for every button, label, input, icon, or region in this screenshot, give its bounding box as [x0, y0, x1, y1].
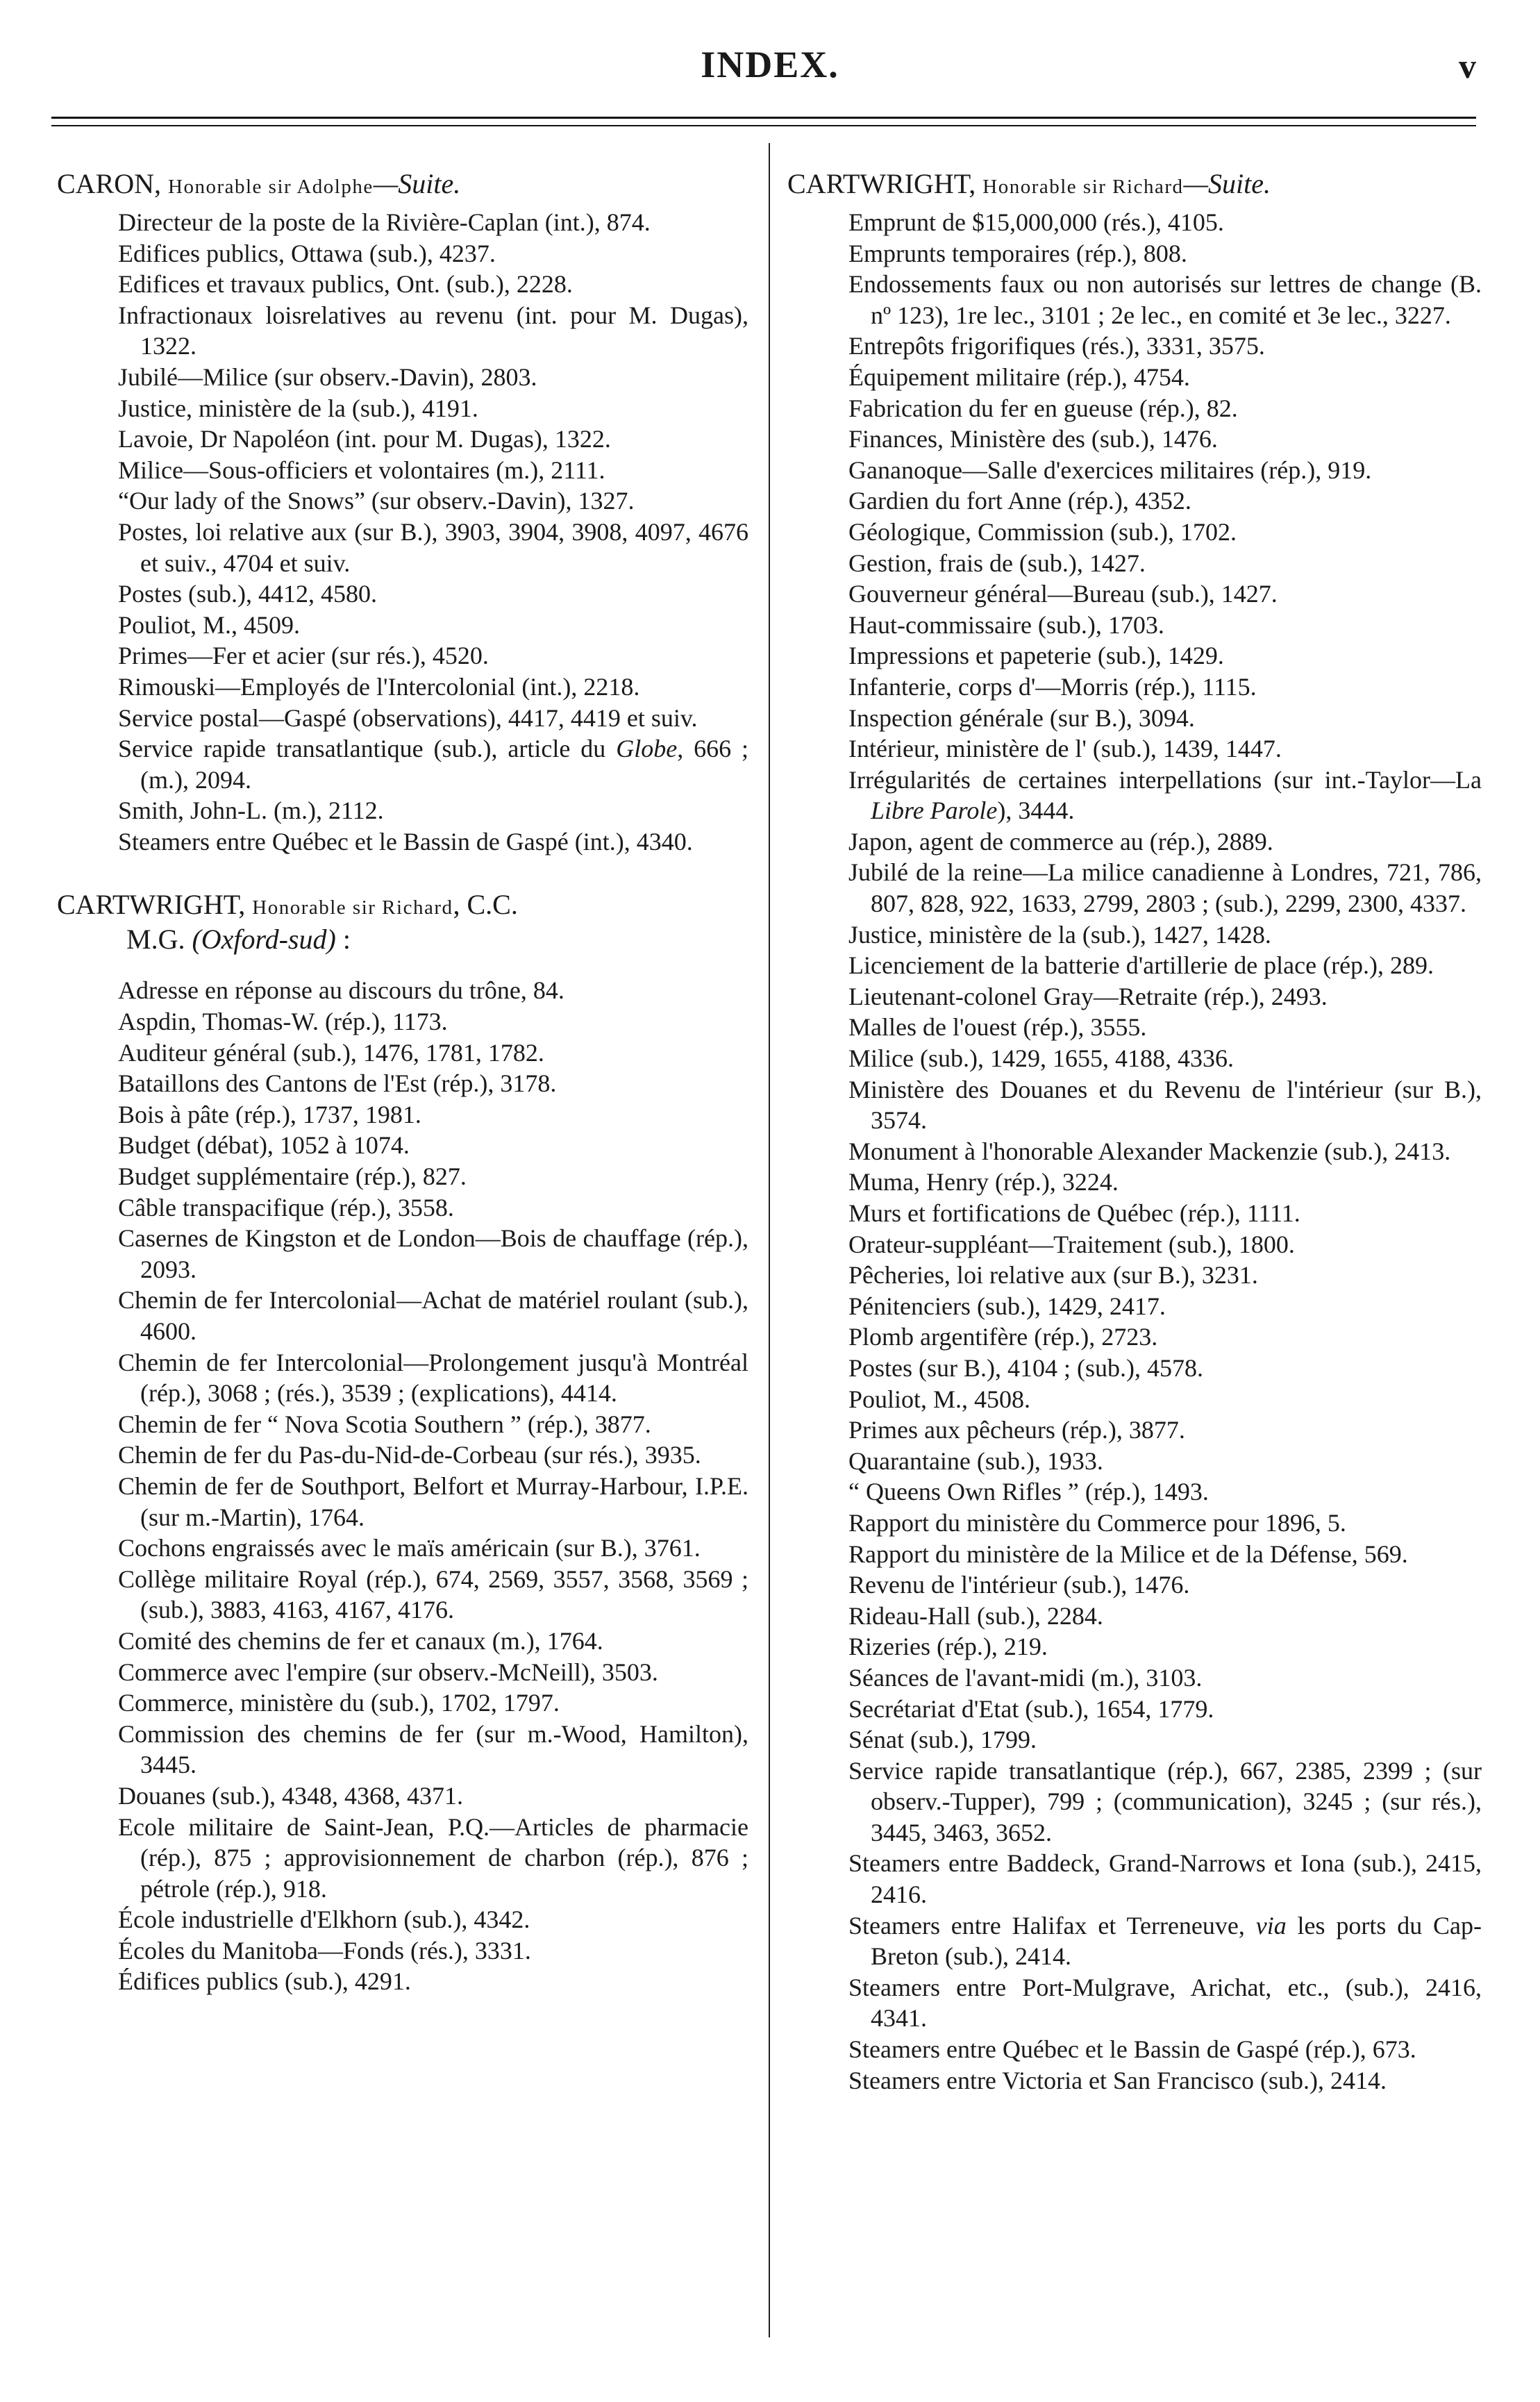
page-number: v	[1459, 47, 1476, 85]
index-entry: Rizeries (rép.), 219.	[848, 1633, 1048, 1661]
index-entry: Sénat (sub.), 1799.	[848, 1726, 1037, 1754]
index-entry: Pénitenciers (sub.), 1429, 2417.	[848, 1292, 1166, 1320]
index-entry: Infanterie, corps d'—Morris (rép.), 1115.	[848, 672, 1257, 701]
index-entry	[787, 765, 1482, 826]
index-entry: Budget (débat), 1052 à 1074.	[118, 1131, 410, 1160]
index-entry: Steamers entre Port-Mulgrave, Arichat, etc., (sub.), 2416, 4341.	[848, 1973, 1482, 2033]
index-entry: Chemin de fer “ Nova Scotia Southern ” (rép.), 3877.	[118, 1410, 651, 1438]
index-entry: Haut-commissaire (sub.), 1703.	[848, 610, 1164, 639]
heading-name: CARTWRIGHT,	[787, 168, 976, 199]
index-entry: Lieutenant-colonel Gray—Retraite (rép.), 2493.	[848, 982, 1328, 1010]
index-heading-cartwright	[57, 889, 748, 956]
index-entry: Casernes de Kingston et de London—Bois de chauffage (rép.), 2093.	[118, 1224, 748, 1283]
index-entry: Orateur-suppléant—Traitement (sub.), 1800.	[848, 1230, 1295, 1258]
index-entry: Revenu de l'intérieur (sub.), 1476.	[848, 1571, 1190, 1599]
index-entry: Comité des chemins de fer et canaux (m.), 1764.	[118, 1626, 603, 1655]
entry-text: int.-Taylor—La	[1324, 765, 1482, 794]
heading-name: CARON,	[57, 168, 162, 199]
index-heading-cartwright-suite	[787, 168, 1482, 203]
index-entry: Fabrication du fer en gueuse (rép.), 82.	[848, 394, 1238, 422]
index-entry: Murs et fortifications de Québec (rép.), 1111.	[848, 1199, 1300, 1227]
index-entry: Rapport du ministère de la Milice et de la Défense, 569.	[848, 1540, 1408, 1568]
index-entry: Rimouski—Employés de l'Intercolonial (int.), 2218.	[118, 672, 640, 701]
index-entry: Milice (sub.), 1429, 1655, 4188, 4336.	[848, 1044, 1234, 1073]
index-entry: Justice, ministère de la (sub.), 4191.	[118, 394, 478, 422]
index-entry: Licenciement de la batterie d'artillerie de place (rép.), 289.	[848, 951, 1434, 980]
index-entry: Douanes (sub.), 4348, 4368, 4371.	[118, 1781, 463, 1810]
index-entry: Impressions et papeterie (sub.), 1429.	[848, 642, 1224, 670]
right-column	[787, 168, 1482, 2096]
index-entry: Adresse en réponse au discours du trône, 84.	[118, 976, 564, 1005]
index-entry: Commission des chemins de fer (sur m.-Wood, Hamilton), 3445.	[118, 1719, 748, 1779]
index-entry: Aspdin, Thomas-W. (rép.), 1173.	[118, 1008, 448, 1036]
index-entry: Gouverneur général—Bureau (sub.), 1427.	[848, 580, 1278, 608]
entry-italic: Globe	[616, 735, 678, 763]
index-entry: Chemin de fer de Southport, Belfort et Murray-Harbour, I.P.E. (sur m.-Martin), 1764.	[118, 1471, 748, 1531]
index-entry: Pouliot, M., 4509.	[118, 610, 301, 639]
index-entry: Intérieur, ministère de l' (sub.), 1439, 1447.	[848, 735, 1282, 763]
index-entry: Budget supplémentaire (rép.), 827.	[118, 1162, 467, 1191]
index-entry: Gananoque—Salle d'exercices militaires (rép.), 919.	[848, 456, 1372, 484]
index-entry: Inspection générale (sur B.), 3094.	[848, 703, 1195, 732]
heading-name: CARTWRIGHT,	[57, 889, 246, 921]
index-entry: Séances de l'avant-midi (m.), 3103.	[848, 1663, 1203, 1692]
index-entry: Pouliot, M., 4508.	[848, 1385, 1031, 1413]
index-entry: Jubilé—Milice (sur observ.-Davin), 2803.	[118, 362, 537, 391]
index-entry: Postes, loi relative aux (sur B.), 3903, 3904, 3908, 4097, 4676 et suiv., 4704 et suiv.	[118, 517, 748, 577]
index-entry: Pêcheries, loi relative aux (sur B.), 3231.	[848, 1261, 1258, 1290]
entry-text: les ports du Cap-Breton (sub.), 2414.	[871, 1911, 1482, 1971]
index-entry: Ministère des Douanes et du Revenu de l'intérieur (sur B.), 3574.	[848, 1075, 1482, 1135]
header-rule-bottom	[51, 125, 1476, 126]
index-entry: Steamers entre Québec et le Bassin de Gaspé (rép.), 673.	[848, 2035, 1416, 2064]
index-entry: Rapport du ministère du Commerce pour 1896, 5.	[848, 1508, 1346, 1537]
index-entry: Cochons engraissés avec le maïs américain (sur B.), 3761.	[118, 1534, 701, 1562]
index-entry: Chemin de fer du Pas-du-Nid-de-Corbeau (sur rés.), 3935.	[118, 1441, 701, 1469]
page-header	[0, 43, 1540, 99]
index-entry: Japon, agent de commerce au (rép.), 2889.	[848, 827, 1273, 856]
index-entry: Endossements faux ou non autorisés sur lettres de change (B. nº 123), 1re lec., 3101 ; 2e lec., en comité et 3e lec., 3227.	[848, 270, 1482, 329]
heading-suffix: , C.C.	[453, 889, 518, 921]
index-entry: Steamers entre Victoria et San Francisco (sub.), 2414.	[848, 2066, 1387, 2094]
heading-riding: (Oxford-sud)	[192, 924, 336, 956]
index-entry: Quarantaine (sub.), 1933.	[848, 1446, 1103, 1475]
index-entry: Emprunts temporaires (rép.), 808.	[848, 239, 1187, 267]
index-entry: Gardien du fort Anne (rép.), 4352.	[848, 487, 1191, 515]
subheading-gap	[57, 960, 748, 975]
index-entry: Postes (sub.), 4412, 4580.	[118, 580, 378, 608]
entry-text: , 666 ; (m.), 2094.	[140, 735, 749, 794]
index-entry: Edifices publics, Ottawa (sub.), 4237.	[118, 239, 496, 267]
index-entry: Milice—Sous-officiers et volontaires (m.), 2111.	[118, 456, 605, 484]
index-entry: Malles de l'ouest (rép.), 3555.	[848, 1013, 1147, 1042]
index-entry: Édifices publics (sub.), 4291.	[118, 1967, 411, 1996]
index-entry: Bois à pâte (rép.), 1737, 1981.	[118, 1100, 421, 1128]
index-entry: Commerce avec l'empire (sur observ.-McNeill), 3503.	[118, 1658, 658, 1686]
entry-italic: via	[1255, 1911, 1287, 1940]
index-entry: Auditeur général (sub.), 1476, 1781, 1782.	[118, 1038, 544, 1067]
heading-title: Honorable sir Adolphe	[168, 176, 374, 198]
index-entry: Justice, ministère de la (sub.), 1427, 1428.	[848, 920, 1271, 949]
index-entry: Steamers entre Québec et le Bassin de Gaspé (int.), 4340.	[118, 827, 693, 856]
left-column	[57, 168, 748, 1997]
entry-text: Steamers entre Halifax et Terreneuve,	[848, 1911, 1245, 1940]
index-entry: Smith, John-L. (m.), 2112.	[118, 797, 384, 825]
index-entry: Finances, Ministère des (sub.), 1476.	[848, 425, 1218, 453]
entry-list-cartwright-suite	[787, 207, 1482, 2096]
page-title: INDEX.	[701, 44, 839, 85]
heading-suffix: —Suite.	[373, 168, 461, 199]
heading-line2-b: :	[335, 924, 351, 956]
index-entry: Monument à l'honorable Alexander Mackenzie (sub.), 2413.	[848, 1137, 1451, 1165]
index-entry: Postes (sur B.), 4104 ; (sub.), 4578.	[848, 1353, 1203, 1382]
index-entry: Infractionaux loisrelatives au revenu (int. pour M. Dugas), 1322.	[118, 301, 748, 360]
entry-italic: Libre Parole	[871, 797, 998, 825]
heading-line2	[57, 924, 748, 956]
section-gap	[57, 857, 748, 889]
index-entry: Directeur de la poste de la Rivière-Caplan (int.), 874.	[118, 208, 651, 236]
heading-suffix: —Suite.	[1183, 168, 1271, 199]
index-entry	[787, 1910, 1482, 1972]
index-entry: Bataillons des Cantons de l'Est (rép.), 3178.	[118, 1069, 557, 1098]
index-entry: Service postal—Gaspé (observations), 4417, 4419 et suiv.	[118, 703, 698, 732]
index-entry: Steamers entre Baddeck, Grand-Narrows et Iona (sub.), 2415, 2416.	[848, 1849, 1482, 1909]
heading-title: Honorable sir Richard	[982, 176, 1184, 198]
index-entry: Jubilé de la reine—La milice canadienne à Londres, 721, 786, 807, 828, 922, 1633, 2799, 2803 ; (sub.), 2299, 2300, 4337.	[848, 858, 1482, 918]
index-heading-caron	[57, 168, 748, 203]
index-entry: Câble transpacifique (rép.), 3558.	[118, 1193, 454, 1221]
index-entry: Équipement militaire (rép.), 4754.	[848, 362, 1190, 391]
index-entry: Primes aux pêcheurs (rép.), 3877.	[848, 1416, 1185, 1444]
entry-text: Irrégularités de certaines interpellations (sur	[848, 765, 1313, 794]
index-entry: Rideau-Hall (sub.), 2284.	[848, 1601, 1103, 1630]
column-divider	[769, 143, 770, 2337]
index-entry: Muma, Henry (rép.), 3224.	[848, 1168, 1119, 1196]
index-entry: Écoles du Manitoba—Fonds (rés.), 3331.	[118, 1936, 531, 1965]
index-entry: “ Queens Own Rifles ” (rép.), 1493.	[848, 1478, 1209, 1506]
index-entry: Plomb argentifère (rép.), 2723.	[848, 1323, 1158, 1351]
index-entry: Chemin de fer Intercolonial—Achat de matériel roulant (sub.), 4600.	[118, 1286, 748, 1345]
index-entry: Chemin de fer Intercolonial—Prolongement jusqu'à Montréal (rép.), 3068 ; (rés.), 3539 ; (explications), 4414.	[118, 1348, 748, 1408]
index-entry: Ecole militaire de Saint-Jean, P.Q.—Articles de pharmacie (rép.), 875 ; approvisionnement de charbon (rép.), 876 ; pétrole (rép.), 918.	[118, 1812, 748, 1903]
entry-list-cartwright	[57, 975, 748, 1997]
index-entry: École industrielle d'Elkhorn (sub.), 4342.	[118, 1905, 530, 1934]
entry-text: Service rapide transatlantique (sub.), article du	[118, 735, 606, 763]
index-entry: Commerce, ministère du (sub.), 1702, 1797.	[118, 1689, 560, 1717]
entry-list-caron	[57, 207, 748, 857]
heading-title: Honorable sir Richard	[252, 896, 453, 919]
index-entry: Primes—Fer et acier (sur rés.), 4520.	[118, 642, 489, 670]
heading-line2-a: M.G.	[126, 924, 185, 956]
index-entry: Lavoie, Dr Napoléon (int. pour M. Dugas), 1322.	[118, 425, 611, 453]
index-entry: Gestion, frais de (sub.), 1427.	[848, 549, 1146, 577]
index-entry	[57, 733, 748, 795]
header-rule-top	[51, 117, 1476, 119]
index-entry: “Our lady of the Snows” (sur observ.-Davin), 1327.	[118, 487, 635, 515]
index-entry: Collège militaire Royal (rép.), 674, 2569, 3557, 3568, 3569 ; (sub.), 3883, 4163, 4167, 4176.	[118, 1565, 748, 1624]
entry-text: ), 3444.	[997, 797, 1075, 825]
index-entry: Service rapide transatlantique (rép.), 667, 2385, 2399 ; (sur observ.-Tupper), 799 ; (communication), 3245 ; (sur rés.), 3445, 3463, 3652.	[848, 1756, 1482, 1846]
index-entry: Entrepôts frigorifiques (rés.), 3331, 3575.	[848, 332, 1265, 360]
index-entry: Emprunt de $15,000,000 (rés.), 4105.	[848, 208, 1224, 236]
index-entry: Edifices et travaux publics, Ont. (sub.), 2228.	[118, 270, 573, 299]
index-entry: Secrétariat d'Etat (sub.), 1654, 1779.	[848, 1694, 1214, 1723]
index-entry: Géologique, Commission (sub.), 1702.	[848, 517, 1237, 546]
